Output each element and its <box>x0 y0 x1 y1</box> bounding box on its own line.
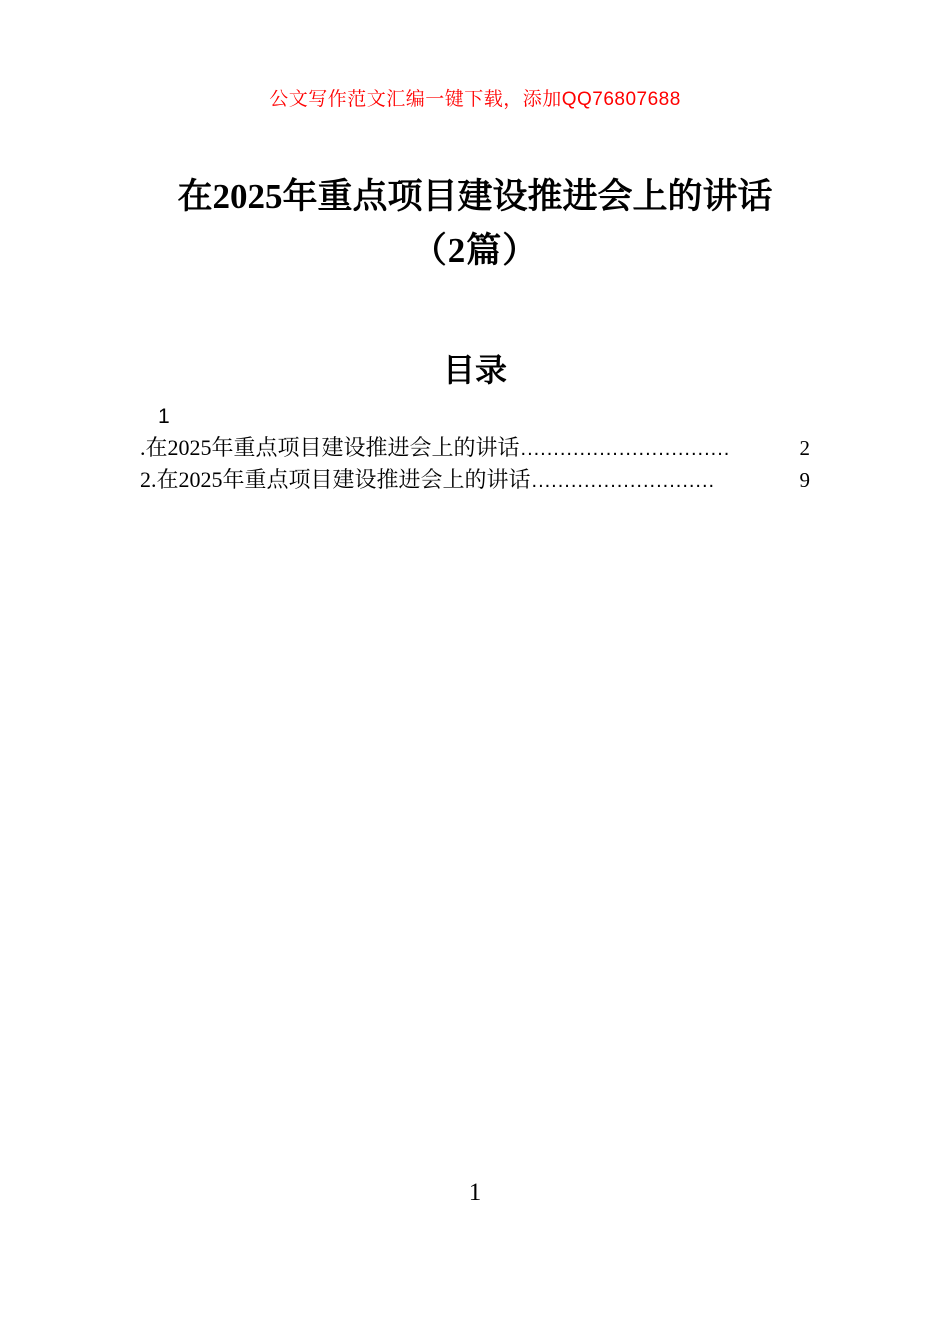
list-item[interactable] <box>140 464 810 496</box>
toc-row <box>140 464 810 496</box>
toc-entry-page: 2 <box>799 436 810 461</box>
toc-entry-label: .在2025年重点项目建设推进会上的讲话 <box>140 435 520 461</box>
toc-entry-page: 9 <box>799 468 810 493</box>
toc-entry-dots: ............................ <box>531 470 716 493</box>
watermark-text: 公文写作范文汇编一键下载，添加QQ76807688 <box>269 89 681 110</box>
toc-entry-label: 2.在2025年重点项目建设推进会上的讲话 <box>140 467 531 493</box>
toc-entry-dots: ................................ <box>520 438 731 461</box>
page-title-line-2: （2篇） <box>411 231 539 271</box>
list-item[interactable] <box>140 432 810 464</box>
toc-first-marker: 1 <box>158 405 170 428</box>
page-number: 1 <box>468 1179 482 1206</box>
toc-row <box>140 432 810 464</box>
page-title <box>110 170 840 279</box>
table-of-contents <box>140 402 810 496</box>
toc-heading: 目录 <box>442 352 507 388</box>
page-title-line-1: 在2025年重点项目建设推进会上的讲话 <box>177 177 773 216</box>
